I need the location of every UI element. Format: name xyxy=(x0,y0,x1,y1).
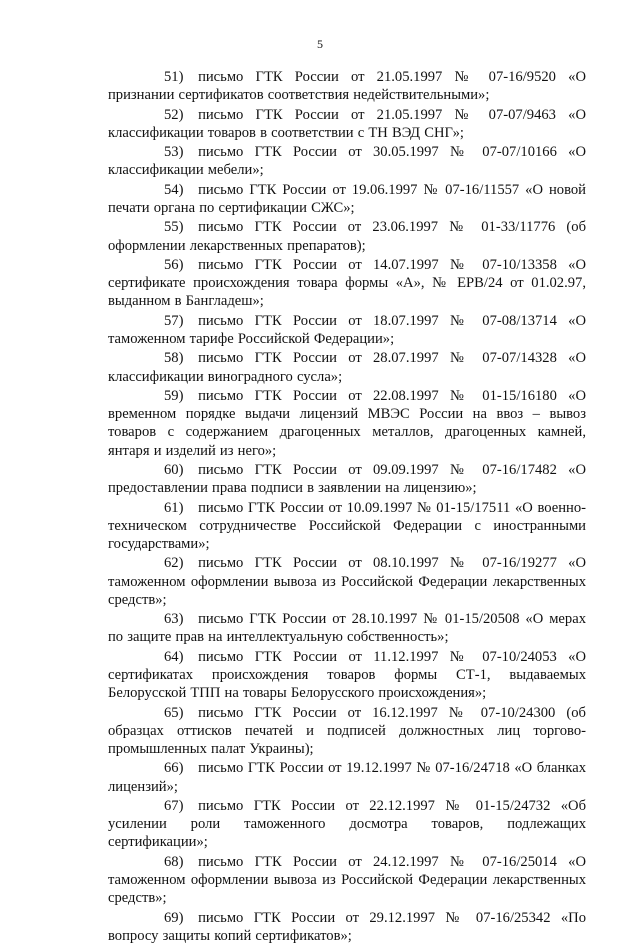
list-item-number: 54) xyxy=(164,181,184,198)
list-item-text: письмо ГТК России от 22.12.1997 № 01-15/24732 «Об усилении роли таможенного досмотра товаров, подлежащих сертификации»; xyxy=(108,797,586,851)
list-item-text: письмо ГТК России от 11.12.1997 № 07-10/24053 «О сертификатах происхождения товаров формы СТ-1, выдаваемых Белорусской ТПП на товары Белорусского происхождения»; xyxy=(108,648,586,702)
list-item xyxy=(108,387,586,460)
list-item-number: 68) xyxy=(164,853,184,870)
list-item-number: 51) xyxy=(164,69,184,85)
list-item-number: 67) xyxy=(164,797,184,814)
list-item-number: 66) xyxy=(164,760,184,777)
list-item xyxy=(108,499,586,554)
list-item-text: письмо ГТК России от 09.09.1997 № 07-16/17482 «О предоставлении права подписи в заявлении на лицензию»; xyxy=(108,461,586,497)
list-item xyxy=(108,256,586,311)
list-item-number: 63) xyxy=(164,611,184,628)
list-item-number: 57) xyxy=(164,312,184,329)
list-item-number: 61) xyxy=(164,499,184,516)
list-item-text: письмо ГТК России от 16.12.1997 № 07-10/24300 (об образцах оттисков печатей и подписей должностных лиц торгово-промышленных палат Украины); xyxy=(108,704,586,757)
list-item xyxy=(108,759,586,795)
list-item xyxy=(108,853,586,908)
list-item-text: письмо ГТК России от 14.07.1997 № 07-10/13358 «О сертификате происхождения товара формы «А», № ЕРВ/24 от 01.02.97, выданном в Бангладеш»; xyxy=(108,256,586,310)
list-item xyxy=(108,704,586,759)
list-item-number: 69) xyxy=(164,909,184,926)
list-item-number: 65) xyxy=(164,704,184,721)
list-item-text: письмо ГТК России от 21.05.1997 № 07-07/9463 «О классификации товаров в соответствии с ТН ВЭД СНГ»; xyxy=(108,106,586,141)
list-item-text: письмо ГТК России от 18.07.1997 № 07-08/13714 «О таможенном тарифе Российской Федерации»; xyxy=(108,312,586,347)
list-item-number: 53) xyxy=(164,144,184,161)
list-item-number: 59) xyxy=(164,387,184,404)
list-item xyxy=(108,554,586,609)
list-item xyxy=(108,106,586,142)
list-item-number: 55) xyxy=(164,219,184,236)
list-item-number: 58) xyxy=(164,350,184,367)
document-list xyxy=(108,68,586,946)
list-item-text: письмо ГТК России от 21.05.1997 № 07-16/9520 «О признании сертификатов соответствия недействительными»; xyxy=(108,69,586,104)
list-item xyxy=(108,143,586,179)
list-item xyxy=(108,218,586,254)
list-item-text: письмо ГТК России от 24.12.1997 № 07-16/25014 «О таможенном оформлении вывоза из Российской Федерации лекарственных средств»; xyxy=(108,853,586,907)
page-number: 5 xyxy=(317,37,323,51)
list-item-text: письмо ГТК России от 28.07.1997 № 07-07/14328 «О классификации виноградного сусла»; xyxy=(108,350,586,385)
list-item xyxy=(108,312,586,348)
list-item-number: 56) xyxy=(164,256,184,273)
list-item-text: письмо ГТК России от 30.05.1997 № 07-07/10166 «О классификации мебели»; xyxy=(108,144,586,179)
list-item xyxy=(108,349,586,385)
list-item-number: 62) xyxy=(164,555,184,572)
list-item xyxy=(108,610,586,646)
list-item-text: письмо ГТК России от 19.12.1997 № 07-16/24718 «О бланках лицензий»; xyxy=(108,760,586,795)
list-item xyxy=(108,909,586,945)
list-item xyxy=(108,797,586,852)
list-item-text: письмо ГТК России от 23.06.1997 № 01-33/11776 (об оформлении лекарственных препаратов); xyxy=(108,219,586,254)
list-item-number: 64) xyxy=(164,648,184,665)
list-item-text: письмо ГТК России от 28.10.1997 № 01-15/20508 «О мерах по защите прав на интеллектуальную собственность»; xyxy=(108,611,586,646)
list-item-number: 60) xyxy=(164,461,184,478)
list-item-text: письмо ГТК России от 08.10.1997 № 07-16/19277 «О таможенном оформлении вывоза из Российской Федерации лекарственных средств»; xyxy=(108,555,586,608)
list-item-text: письмо ГТК России от 29.12.1997 № 07-16/25342 «По вопросу защиты копий сертификатов»; xyxy=(108,909,586,944)
list-item-text: письмо ГТК России от 22.08.1997 № 01-15/16180 «О временном порядке выдачи лицензий МВЭС России на ввоз – вывоз товаров с содержанием драгоценных металлов, драгоценных камней, янтаря и изделий из него»; xyxy=(108,387,586,459)
list-item-number: 52) xyxy=(164,106,184,123)
list-item xyxy=(108,181,586,217)
list-item-text: письмо ГТК России от 10.09.1997 № 01-15/17511 «О военно-техническом сотрудничестве Российской Федерации с иностранными государствами»; xyxy=(108,499,586,552)
list-item-text: письмо ГТК России от 19.06.1997 № 07-16/11557 «О новой печати органа по сертификации СЖС»; xyxy=(108,181,586,216)
list-item xyxy=(108,648,586,703)
list-item xyxy=(108,461,586,497)
list-item xyxy=(108,68,586,104)
